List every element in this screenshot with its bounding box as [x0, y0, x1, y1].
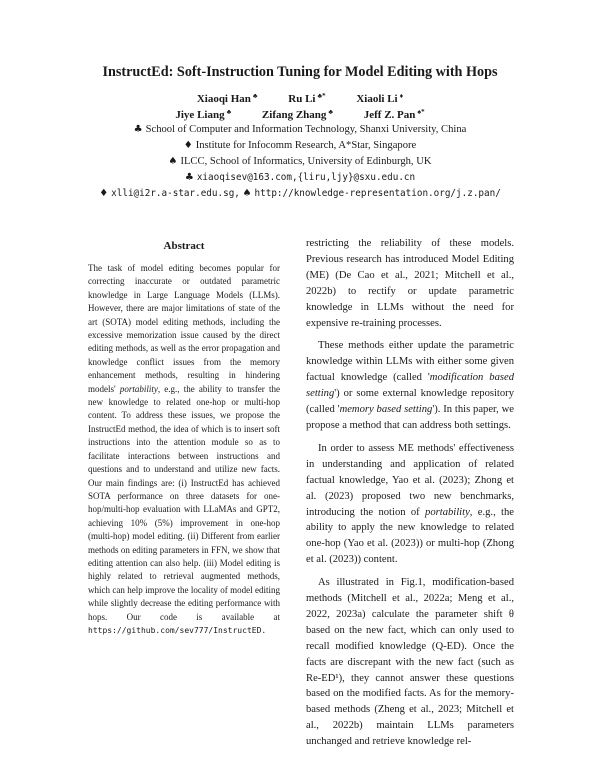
author-mark: ♣: [252, 92, 258, 100]
body-paragraph: [306, 338, 514, 433]
affiliation-3: [0, 156, 600, 167]
diamond-icon: ♦: [183, 140, 193, 151]
body-text: In order to assess ME methods' effectiveness in understanding and application of related factual knowledge, Yao et al. (2023); Zhong et al. (2023) proposed two new benchmarks, introducing the notion of: [306, 442, 514, 518]
email-line-1: [0, 172, 600, 183]
club-icon: ♣: [184, 172, 194, 183]
affiliation-text: ILCC, School of Informatics, University of Edinburgh, UK: [180, 156, 432, 167]
body-column: [306, 236, 514, 757]
body-paragraph: As illustrated in Fig.1, modification-based methods (Mitchell et al., 2022a; Meng et al., 2022, 2023a) calculate the parameter shift θ based on the new fact, which can only used to recall modified knowledge (Q-ED). Once the facts are discrepant with the new fact (such as Re-ED¹), they cannot answer these questions based on the modified facts. As for the memory-based methods (Zheng et al., 2023; Mitchell et al., 2022b) maintain LLMs parameters unchanged and retrieve knowledge rel-: [306, 577, 514, 748]
affiliation-text: School of Computer and Information Technology, Shanxi University, China: [145, 124, 467, 135]
author-name: Ru Li: [288, 93, 316, 105]
email-text[interactable]: xiaoqisev@163.com,{liru,ljy}@sxu.edu.cn: [196, 172, 416, 183]
author-mark: ♣: [328, 108, 334, 116]
author-name: Xiaoqi Han: [196, 93, 251, 105]
author-name: Jeff Z. Pan: [363, 109, 416, 121]
abstract-text: , e.g., the ability to transfer the new knowledge to related one-hop or multi-hop content. To address these issues, we propose the InstructEd method, the idea of which is to insert soft instructions into the attention module so as to facilitate interactions between instructions and questions and to understand and utilize new facts. Our main findings are: (i) InstructEd has achieved SOTA performance on three datasets for one-hop/multi-hop evaluation with LLaMAs and GPT2, achieving 10% (5%) improvement in one-hop (multi-hop) model editing. (ii) Different from earlier methods on editing parameters in FFN, we show that editing attention can also help. (iii) Model editing is highly related to retrieval augmented methods, which can help improve the locality of model editing while slightly decrease the editing performance with hops. Our code is available at: [88, 383, 280, 622]
author: [364, 108, 425, 121]
paper-title: InstructEd: Soft-Instruction Tuning for Model Editing with Hops: [102, 64, 498, 80]
body-text: , e.g., the ability to apply the new knowledge to related one-hop (Yao et al. (2023)) or multi-hop (Zhong et al. (2023)) content.: [306, 506, 514, 566]
diamond-icon: ♦: [99, 188, 109, 199]
author: [288, 92, 325, 105]
abstract-emphasis: portability: [119, 383, 158, 394]
body-paragraph: [306, 441, 514, 568]
body-text: '). In this paper, we propose a method that can address both settings.: [306, 404, 514, 431]
abstract-body: [88, 262, 280, 637]
affiliation-text: Institute for Infocomm Research, A*Star, Singapore: [195, 140, 417, 151]
spade-icon: ♠: [242, 188, 252, 199]
club-icon: ♣: [133, 124, 143, 135]
code-link[interactable]: https://github.com/sev777/InstructED.: [88, 625, 267, 635]
authors-line-2: [0, 108, 600, 121]
author: [356, 92, 403, 105]
body-emphasis: modification based setting: [306, 372, 514, 400]
body-text: These methods either update the parametric knowledge within LLMs with either some given factual knowledge (called ': [306, 340, 514, 384]
affiliation-2: [0, 140, 600, 151]
author-name: Zifang Zhang: [261, 109, 327, 121]
author-mark: ♦: [399, 92, 404, 100]
author-name: Jiye Liang: [175, 109, 225, 121]
body-paragraph: restricting the reliability of these models. Previous research has introduced Model Editing (ME) (De Cao et al., 2021; Mitchell et al., 2022b) to rectify or update parametric knowledge in LLMs without the need for expensive re-training processes.: [306, 238, 514, 329]
author-mark: ♣*: [317, 92, 326, 100]
authors-line-1: [0, 92, 600, 105]
author-mark: ♣: [226, 108, 232, 116]
affiliation-1: [0, 124, 600, 135]
body-emphasis: portability: [425, 506, 470, 518]
body-text: ') or some external knowledge repository (called ': [306, 388, 514, 416]
abstract-heading: Abstract: [163, 240, 205, 252]
author-mark: ♠*: [417, 108, 425, 116]
homepage-link[interactable]: http://knowledge-representation.org/j.z.pan/: [254, 188, 501, 199]
author-name: Xiaoli Li: [356, 93, 398, 105]
author: [175, 108, 231, 121]
abstract-text: The task of model editing becomes popular for correcting inaccurate or outdated parametric knowledge in Large Language Models (LLMs). However, there are major limitations of state of the art (SOTA) model editing methods, including the excessive memorization issue caused by the direct editing methods, as well as the error propagation and knowledge conflict issues from the memory enhancement methods, resulting in hindering models': [88, 263, 280, 394]
email-text[interactable]: xlli@i2r.a-star.edu.sg,: [111, 188, 240, 199]
author: [262, 108, 333, 121]
body-emphasis: memory based setting: [339, 404, 433, 416]
author: [197, 92, 258, 105]
email-line-2: [0, 188, 600, 199]
spade-icon: ♠: [168, 156, 178, 167]
